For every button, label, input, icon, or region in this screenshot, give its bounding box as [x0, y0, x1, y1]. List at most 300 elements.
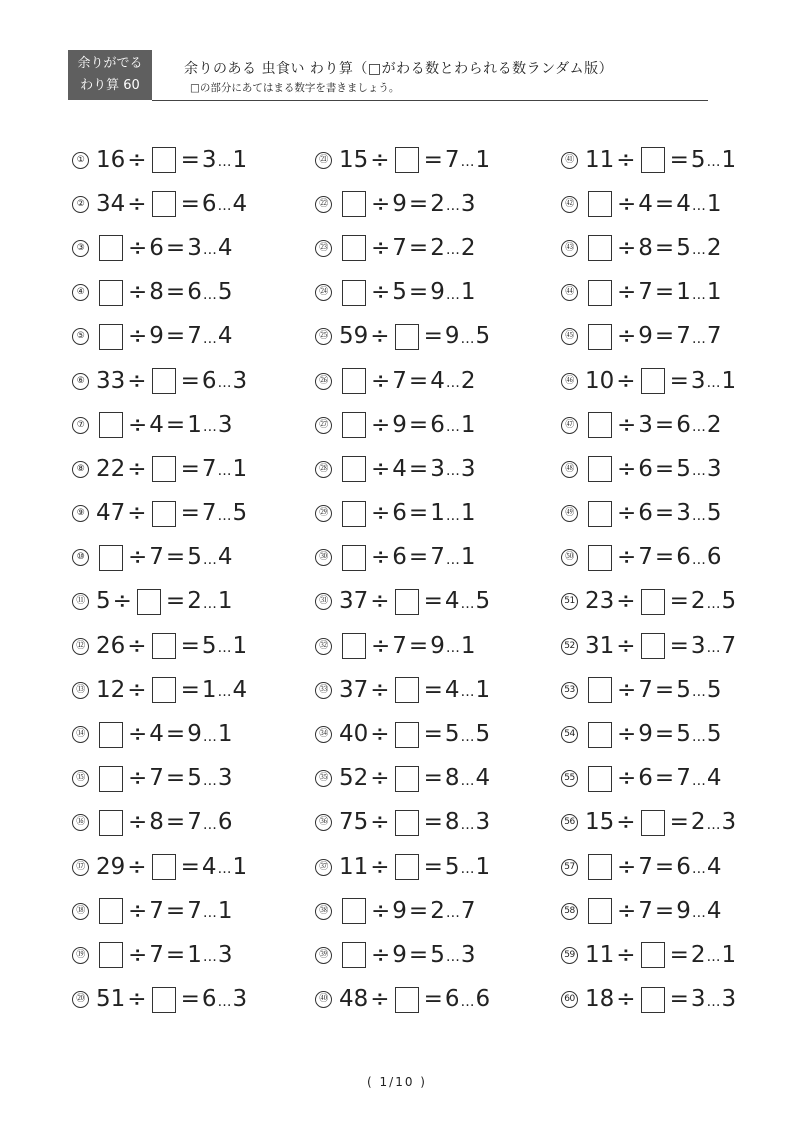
- equals-sign: =: [165, 721, 186, 748]
- quotient: 7: [444, 146, 460, 173]
- divide-sign: ÷: [128, 721, 148, 748]
- quotient: 2: [690, 941, 706, 968]
- remainder: 5: [706, 721, 722, 748]
- problem-item: [315, 403, 490, 447]
- divisor: 5: [392, 279, 407, 306]
- quotient: 3: [690, 986, 706, 1013]
- answer-blank-box[interactable]: [152, 368, 176, 394]
- problem-number: 58: [561, 903, 578, 920]
- answer-blank-box[interactable]: [395, 589, 419, 615]
- remainder-dots: …: [691, 198, 706, 215]
- problem-equation: [585, 854, 721, 880]
- problem-item: [561, 447, 736, 491]
- answer-blank-box[interactable]: [641, 942, 665, 968]
- problem-number: ⑱: [72, 903, 89, 920]
- problem-item: [72, 536, 247, 580]
- problem-equation: [585, 368, 736, 394]
- remainder-dots: …: [445, 551, 460, 568]
- problem-equation: [96, 854, 247, 880]
- problem-number: ㉔: [315, 284, 332, 301]
- quotient: 4: [676, 190, 691, 217]
- remainder-dots: …: [460, 728, 475, 745]
- remainder: 2: [460, 234, 476, 261]
- answer-blank-box[interactable]: [152, 677, 176, 703]
- answer-blank-box[interactable]: [99, 412, 123, 438]
- divide-sign: ÷: [127, 190, 147, 217]
- dividend: 5: [96, 588, 111, 615]
- equals-sign: =: [654, 411, 675, 438]
- answer-blank-box[interactable]: [641, 810, 665, 836]
- quotient: 7: [201, 455, 217, 482]
- remainder-dots: …: [217, 684, 232, 701]
- answer-blank-box[interactable]: [152, 987, 176, 1013]
- equals-sign: =: [165, 411, 186, 438]
- divisor: 7: [149, 941, 164, 968]
- dividend: 31: [585, 632, 615, 659]
- remainder-dots: …: [460, 861, 475, 878]
- answer-blank-box[interactable]: [99, 545, 123, 571]
- problem-number: 55: [561, 770, 578, 787]
- divide-sign: ÷: [616, 941, 636, 968]
- dividend: 51: [96, 986, 126, 1013]
- quotient: 9: [187, 721, 202, 748]
- divisor: 9: [638, 721, 653, 748]
- equals-sign: =: [669, 146, 689, 173]
- answer-blank-box[interactable]: [588, 854, 612, 880]
- equals-sign: =: [180, 146, 200, 173]
- divide-sign: ÷: [371, 279, 391, 306]
- divisor: 7: [638, 676, 653, 703]
- answer-blank-box[interactable]: [342, 545, 366, 571]
- divide-sign: ÷: [112, 588, 132, 615]
- problem-item: [315, 447, 490, 491]
- quotient: 1: [430, 500, 445, 527]
- quotient: 7: [201, 500, 217, 527]
- answer-blank-box[interactable]: [588, 501, 612, 527]
- equals-sign: =: [423, 588, 443, 615]
- divide-sign: ÷: [127, 455, 147, 482]
- problem-number: ㊴: [315, 947, 332, 964]
- problem-item: [561, 359, 736, 403]
- dividend: 11: [585, 146, 615, 173]
- answer-blank-box[interactable]: [152, 191, 176, 217]
- problem-item: [561, 801, 736, 845]
- remainder-dots: …: [691, 286, 706, 303]
- equals-sign: =: [654, 455, 675, 482]
- divide-sign: ÷: [617, 323, 637, 350]
- equals-sign: =: [408, 367, 429, 394]
- problem-item: [561, 757, 736, 801]
- answer-blank-box[interactable]: [588, 324, 612, 350]
- problem-item: [315, 712, 490, 756]
- remainder-dots: …: [691, 419, 706, 436]
- answer-blank-box[interactable]: [588, 280, 612, 306]
- problem-number: ㉛: [315, 593, 332, 610]
- answer-blank-box[interactable]: [395, 677, 419, 703]
- problem-item: [561, 226, 736, 270]
- remainder-dots: …: [445, 242, 460, 259]
- problem-number: ㉓: [315, 240, 332, 257]
- divisor: 7: [638, 853, 653, 880]
- divide-sign: ÷: [128, 279, 148, 306]
- problem-equation: [96, 191, 247, 217]
- quotient: 5: [187, 765, 202, 792]
- problem-item: [315, 536, 490, 580]
- quotient: 6: [676, 853, 691, 880]
- problem-number: ㊽: [561, 461, 578, 478]
- problem-number: ㉝: [315, 682, 332, 699]
- remainder: 5: [706, 500, 722, 527]
- dividend: 52: [339, 765, 369, 792]
- equals-sign: =: [423, 986, 443, 1013]
- answer-blank-box[interactable]: [588, 456, 612, 482]
- quotient: 2: [690, 588, 706, 615]
- problem-number: 52: [561, 638, 578, 655]
- problem-number: ㉘: [315, 461, 332, 478]
- remainder-dots: …: [445, 949, 460, 966]
- problem-item: [72, 359, 247, 403]
- answer-blank-box[interactable]: [99, 722, 123, 748]
- answer-blank-box[interactable]: [588, 898, 612, 924]
- problem-item: [72, 712, 247, 756]
- quotient: 5: [676, 455, 691, 482]
- answer-blank-box[interactable]: [588, 412, 612, 438]
- problem-equation: [339, 589, 490, 615]
- equals-sign: =: [669, 588, 689, 615]
- quotient: 2: [430, 234, 445, 261]
- remainder: 5: [217, 279, 233, 306]
- problem-column-2: [315, 138, 490, 1022]
- divide-sign: ÷: [616, 588, 636, 615]
- remainder-dots: …: [691, 772, 706, 789]
- dividend: 18: [585, 986, 615, 1013]
- answer-blank-box[interactable]: [342, 280, 366, 306]
- problem-number: ㉜: [315, 638, 332, 655]
- answer-blank-box[interactable]: [99, 324, 123, 350]
- problem-equation: [96, 589, 232, 615]
- problem-equation: [96, 324, 232, 350]
- badge-line-1: 余りがでる: [77, 56, 143, 71]
- problem-number: ⑭: [72, 726, 89, 743]
- equals-sign: =: [408, 632, 429, 659]
- answer-blank-box[interactable]: [152, 501, 176, 527]
- quotient: 4: [201, 853, 217, 880]
- problem-item: [72, 801, 247, 845]
- problem-number: ③: [72, 240, 89, 257]
- divisor: 9: [392, 411, 407, 438]
- quotient: 3: [676, 500, 691, 527]
- answer-blank-box[interactable]: [641, 589, 665, 615]
- answer-blank-box[interactable]: [99, 766, 123, 792]
- divisor: 7: [149, 897, 164, 924]
- divide-sign: ÷: [617, 721, 637, 748]
- equals-sign: =: [654, 234, 675, 261]
- remainder-dots: …: [691, 684, 706, 701]
- problem-number: ㉕: [315, 328, 332, 345]
- problem-equation: [585, 810, 736, 836]
- answer-blank-box[interactable]: [395, 722, 419, 748]
- quotient: 4: [444, 676, 460, 703]
- problem-item: [72, 845, 247, 889]
- problem-item: [72, 271, 247, 315]
- problem-equation: [96, 677, 247, 703]
- remainder-dots: …: [691, 463, 706, 480]
- equals-sign: =: [180, 632, 200, 659]
- divide-sign: ÷: [370, 986, 390, 1013]
- equals-sign: =: [654, 190, 675, 217]
- problem-column-1: [72, 138, 247, 1022]
- problem-number: ㉞: [315, 726, 332, 743]
- answer-blank-box[interactable]: [588, 722, 612, 748]
- equals-sign: =: [669, 809, 689, 836]
- dividend: 33: [96, 367, 126, 394]
- answer-blank-box[interactable]: [152, 854, 176, 880]
- problem-number: ㉚: [315, 549, 332, 566]
- problem-item: [315, 624, 490, 668]
- problem-equation: [585, 766, 721, 792]
- remainder-dots: …: [691, 242, 706, 259]
- remainder: 4: [706, 765, 722, 792]
- answer-blank-box[interactable]: [99, 235, 123, 261]
- dividend: 37: [339, 676, 369, 703]
- problem-equation: [96, 368, 247, 394]
- equals-sign: =: [423, 765, 443, 792]
- remainder-dots: …: [460, 154, 475, 171]
- divisor: 7: [149, 544, 164, 571]
- answer-blank-box[interactable]: [342, 501, 366, 527]
- divisor: 6: [638, 500, 653, 527]
- equals-sign: =: [408, 411, 429, 438]
- equals-sign: =: [654, 853, 675, 880]
- remainder: 1: [232, 853, 248, 880]
- remainder: 3: [217, 765, 233, 792]
- problem-item: [561, 138, 736, 182]
- remainder-dots: …: [217, 154, 232, 171]
- divide-sign: ÷: [616, 809, 636, 836]
- equals-sign: =: [165, 809, 186, 836]
- problem-item: [315, 580, 490, 624]
- divide-sign: ÷: [127, 500, 147, 527]
- quotient: 4: [430, 367, 445, 394]
- answer-blank-box[interactable]: [641, 368, 665, 394]
- dividend: 22: [96, 455, 126, 482]
- problem-equation: [585, 722, 721, 748]
- problem-equation: [339, 191, 475, 217]
- answer-blank-box[interactable]: [342, 898, 366, 924]
- problem-item: [315, 226, 490, 270]
- answer-blank-box[interactable]: [99, 810, 123, 836]
- equals-sign: =: [408, 897, 429, 924]
- remainder-dots: …: [691, 728, 706, 745]
- remainder-dots: …: [202, 595, 217, 612]
- problem-number: ⑧: [72, 461, 89, 478]
- answer-blank-box[interactable]: [588, 545, 612, 571]
- quotient: 6: [676, 544, 691, 571]
- dividend: 34: [96, 190, 126, 217]
- remainder-dots: …: [217, 861, 232, 878]
- problem-number: ㊶: [561, 152, 578, 169]
- remainder: 3: [460, 190, 476, 217]
- problem-number: ⑨: [72, 505, 89, 522]
- problem-item: [315, 315, 490, 359]
- answer-blank-box[interactable]: [99, 280, 123, 306]
- equals-sign: =: [408, 279, 429, 306]
- quotient: 9: [430, 632, 445, 659]
- quotient: 1: [676, 279, 691, 306]
- answer-blank-box[interactable]: [395, 987, 419, 1013]
- remainder-dots: …: [202, 286, 217, 303]
- quotient: 2: [430, 190, 445, 217]
- problem-equation: [585, 456, 721, 482]
- problem-item: [561, 271, 736, 315]
- problem-number: 53: [561, 682, 578, 699]
- problem-item: [315, 138, 490, 182]
- remainder: 1: [460, 500, 476, 527]
- problem-equation: [585, 677, 721, 703]
- problem-equation: [585, 633, 736, 659]
- remainder: 1: [232, 146, 248, 173]
- problem-item: [561, 536, 736, 580]
- problem-number: ㉟: [315, 770, 332, 787]
- quotient: 5: [430, 941, 445, 968]
- remainder-dots: …: [706, 949, 721, 966]
- answer-blank-box[interactable]: [342, 633, 366, 659]
- problem-equation: [339, 456, 475, 482]
- problem-item: [72, 889, 247, 933]
- problem-number: ⑰: [72, 859, 89, 876]
- remainder: 4: [217, 544, 233, 571]
- remainder-dots: …: [691, 507, 706, 524]
- answer-blank-box[interactable]: [395, 324, 419, 350]
- divide-sign: ÷: [370, 765, 390, 792]
- problem-equation: [339, 942, 475, 968]
- divide-sign: ÷: [127, 676, 147, 703]
- equals-sign: =: [423, 146, 443, 173]
- equals-sign: =: [423, 323, 443, 350]
- equals-sign: =: [408, 234, 429, 261]
- answer-blank-box[interactable]: [152, 147, 176, 173]
- divide-sign: ÷: [370, 721, 390, 748]
- problem-equation: [96, 898, 232, 924]
- divide-sign: ÷: [371, 500, 391, 527]
- answer-blank-box[interactable]: [395, 147, 419, 173]
- problem-equation: [585, 324, 721, 350]
- remainder: 3: [721, 809, 737, 836]
- answer-blank-box[interactable]: [588, 677, 612, 703]
- quotient: 6: [201, 986, 217, 1013]
- answer-blank-box[interactable]: [342, 235, 366, 261]
- dividend: 48: [339, 986, 369, 1013]
- remainder-dots: …: [445, 286, 460, 303]
- answer-blank-box[interactable]: [395, 766, 419, 792]
- quotient: 1: [201, 676, 217, 703]
- divisor: 7: [638, 897, 653, 924]
- divisor: 7: [149, 765, 164, 792]
- divide-sign: ÷: [371, 455, 391, 482]
- equals-sign: =: [165, 279, 186, 306]
- divide-sign: ÷: [128, 411, 148, 438]
- divisor: 6: [392, 544, 407, 571]
- quotient: 5: [444, 853, 460, 880]
- remainder: 3: [232, 986, 248, 1013]
- problem-equation: [96, 942, 232, 968]
- answer-blank-box[interactable]: [342, 456, 366, 482]
- divide-sign: ÷: [128, 765, 148, 792]
- answer-blank-box[interactable]: [342, 412, 366, 438]
- dividend: 59: [339, 323, 369, 350]
- answer-blank-box[interactable]: [137, 589, 161, 615]
- problem-equation: [585, 147, 736, 173]
- problem-equation: [339, 324, 490, 350]
- answer-blank-box[interactable]: [99, 942, 123, 968]
- divisor: 9: [149, 323, 164, 350]
- answer-blank-box[interactable]: [99, 898, 123, 924]
- problem-number: 51: [561, 593, 578, 610]
- answer-blank-box[interactable]: [395, 854, 419, 880]
- problem-item: [561, 624, 736, 668]
- problem-item: [72, 624, 247, 668]
- problem-number: ㊺: [561, 328, 578, 345]
- quotient: 2: [690, 809, 706, 836]
- divisor: 9: [392, 190, 407, 217]
- remainder: 1: [460, 632, 476, 659]
- problem-number: ㊳: [315, 903, 332, 920]
- equals-sign: =: [423, 721, 443, 748]
- remainder-dots: …: [445, 419, 460, 436]
- divide-sign: ÷: [128, 234, 148, 261]
- equals-sign: =: [423, 809, 443, 836]
- answer-blank-box[interactable]: [342, 368, 366, 394]
- answer-blank-box[interactable]: [641, 633, 665, 659]
- remainder: 3: [460, 941, 476, 968]
- problem-number: ⑲: [72, 947, 89, 964]
- quotient: 3: [201, 146, 217, 173]
- answer-blank-box[interactable]: [152, 633, 176, 659]
- divide-sign: ÷: [371, 941, 391, 968]
- answer-blank-box[interactable]: [342, 942, 366, 968]
- answer-blank-box[interactable]: [588, 235, 612, 261]
- quotient: 5: [690, 146, 706, 173]
- answer-blank-box[interactable]: [395, 810, 419, 836]
- problem-equation: [585, 589, 736, 615]
- equals-sign: =: [654, 765, 675, 792]
- remainder-dots: …: [706, 154, 721, 171]
- problem-equation: [96, 280, 232, 306]
- problem-item: [72, 492, 247, 536]
- answer-blank-box[interactable]: [152, 456, 176, 482]
- quotient: 1: [187, 411, 202, 438]
- answer-blank-box[interactable]: [342, 191, 366, 217]
- remainder-dots: …: [460, 772, 475, 789]
- problem-equation: [339, 633, 475, 659]
- worksheet-badge: [68, 50, 152, 100]
- quotient: 7: [187, 897, 202, 924]
- answer-blank-box[interactable]: [588, 191, 612, 217]
- answer-blank-box[interactable]: [641, 147, 665, 173]
- remainder-dots: …: [202, 551, 217, 568]
- answer-blank-box[interactable]: [641, 987, 665, 1013]
- answer-blank-box[interactable]: [588, 766, 612, 792]
- header-divider: [152, 100, 708, 101]
- divide-sign: ÷: [616, 986, 636, 1013]
- problem-number: ⑮: [72, 770, 89, 787]
- divisor: 4: [638, 190, 653, 217]
- problem-equation: [96, 545, 232, 571]
- remainder: 1: [217, 897, 233, 924]
- divide-sign: ÷: [616, 632, 636, 659]
- problem-equation: [585, 191, 721, 217]
- remainder-dots: …: [460, 684, 475, 701]
